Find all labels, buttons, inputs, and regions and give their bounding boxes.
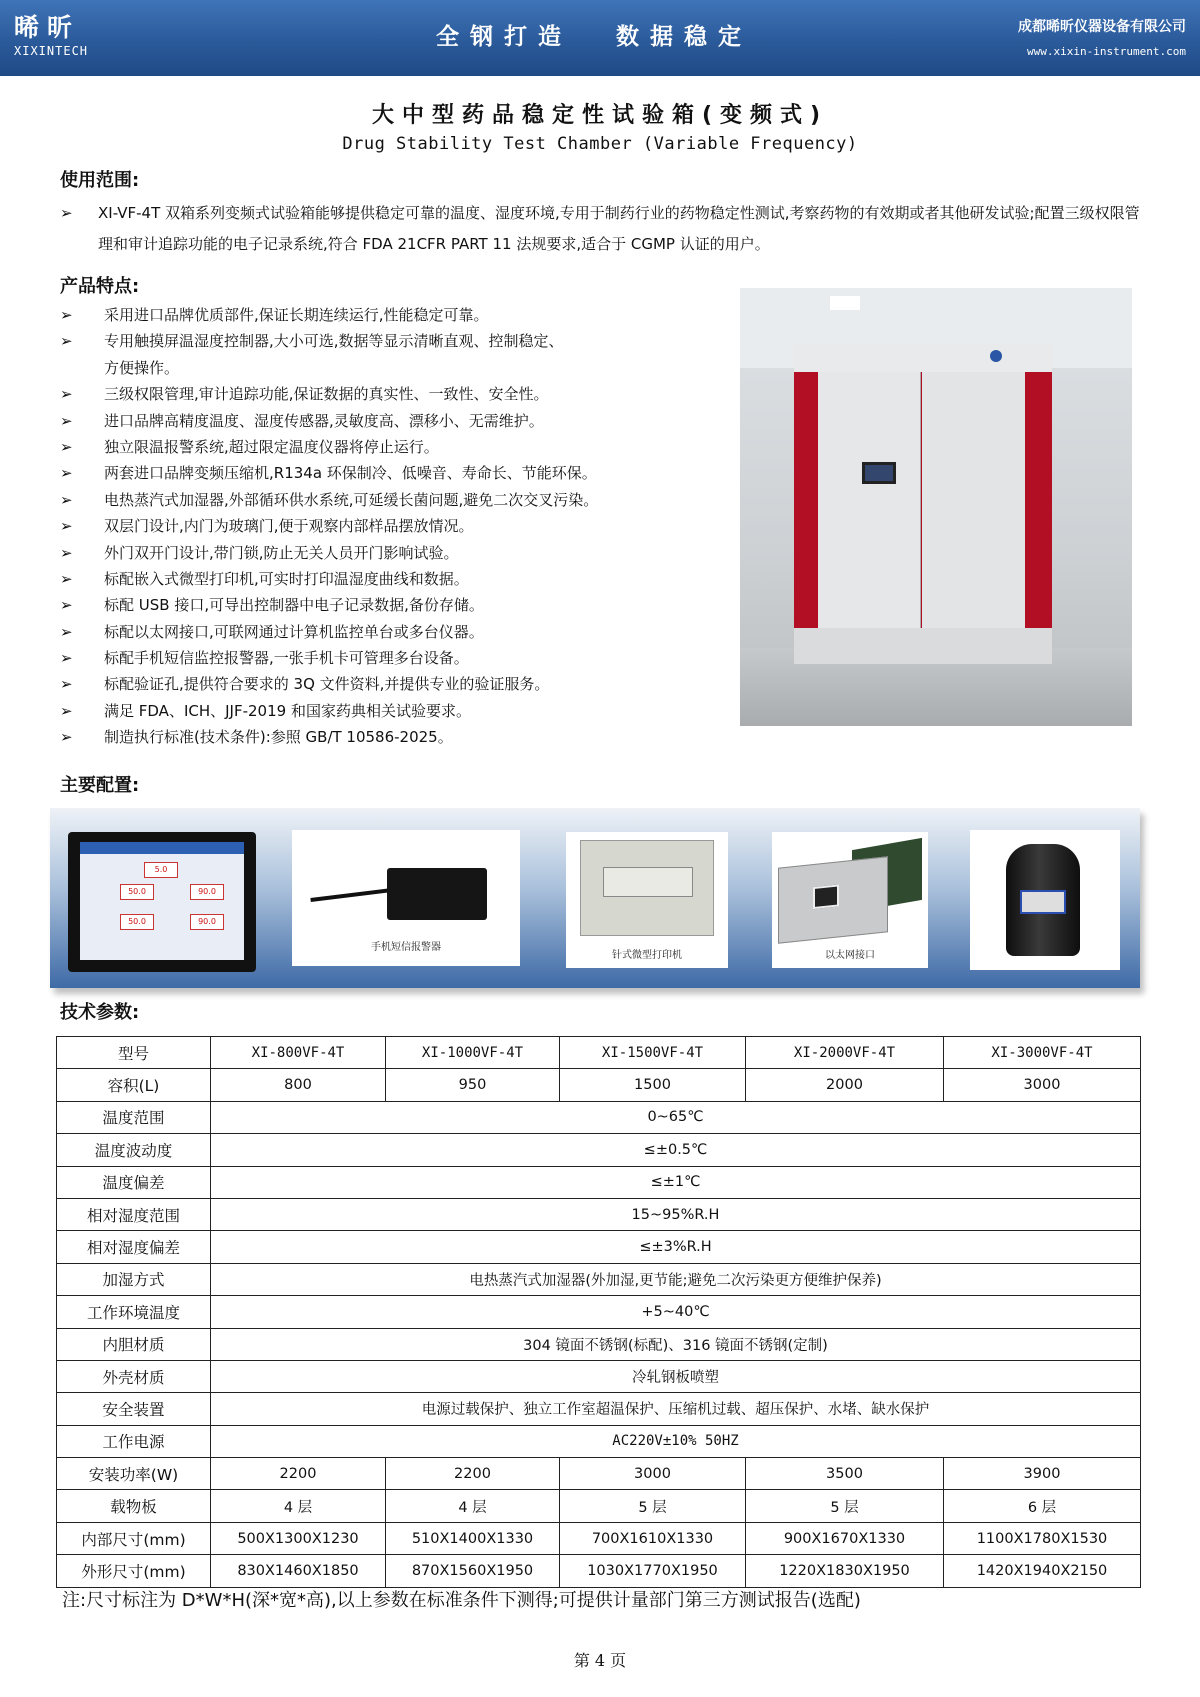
arrow-bullet-icon: ➢ <box>60 622 73 641</box>
row-label: 安全装置 <box>57 1393 211 1425</box>
row-label: 温度范围 <box>57 1101 211 1133</box>
slogan-part-1: 全钢打造 <box>436 24 572 50</box>
row-label: 工作电源 <box>57 1425 211 1457</box>
usage-heading: 使用范围: <box>60 170 140 191</box>
table-cell: 电热蒸汽式加湿器(外加湿,更节能;避免二次污染更方便维护保养) <box>211 1263 1141 1295</box>
ceiling-light <box>830 296 860 310</box>
table-cell: XI-2000VF-4T <box>746 1037 944 1069</box>
arrow-bullet-icon: ➢ <box>60 437 73 456</box>
table-cell: 1500 <box>560 1069 746 1101</box>
sms-alarm-image <box>292 830 520 966</box>
ethernet-module-image <box>772 832 928 968</box>
alarm-device <box>387 868 487 920</box>
arrow-bullet-icon: ➢ <box>60 306 73 324</box>
rj45-port-icon <box>813 884 839 909</box>
cabinet-door-left <box>818 372 921 628</box>
feature-item: ➢ 两套进口品牌变频压缩机,R134a 环保制冷、低噪音、寿命长、节能环保。 <box>60 460 740 486</box>
table-cell: 15~95%R.H <box>211 1198 1141 1230</box>
arrow-bullet-icon: ➢ <box>60 596 73 615</box>
row-label: 型号 <box>57 1037 211 1069</box>
printer-paper-slot <box>603 867 693 897</box>
feature-item: ➢ 标配 USB 接口,可导出控制器中电子记录数据,备份存储。 <box>60 592 740 618</box>
table-cell: +5~40℃ <box>211 1296 1141 1328</box>
table-row <box>57 1393 1141 1425</box>
row-label: 温度偏差 <box>57 1166 211 1198</box>
arrow-bullet-icon: ➢ <box>60 728 73 747</box>
table-cell: ≤±0.5℃ <box>211 1134 1141 1166</box>
row-label: 相对湿度偏差 <box>57 1231 211 1263</box>
row-label: 温度波动度 <box>57 1134 211 1166</box>
brand-logo-cn: 晞昕 <box>14 13 81 42</box>
table-cell: 900X1670X1330 <box>746 1522 944 1554</box>
feature-item: ➢ 满足 FDA、ICH、JJF-2019 和国家药典相关试验要求。 <box>60 698 740 724</box>
table-row <box>57 1166 1141 1198</box>
features-list <box>60 302 740 751</box>
table-row <box>57 1231 1141 1263</box>
printer-body <box>580 840 714 936</box>
table-cell: 冷轧钢板喷塑 <box>211 1360 1141 1392</box>
table-cell: 6 层 <box>944 1490 1141 1522</box>
feature-item: ➢ 标配以太网接口,可联网通过计算机监控单台或多台仪器。 <box>60 619 740 645</box>
table-row <box>57 1296 1141 1328</box>
arrow-bullet-icon: ➢ <box>60 385 73 404</box>
table-cell: XI-3000VF-4T <box>944 1037 1141 1069</box>
arrow-bullet-icon: ➢ <box>60 332 73 351</box>
table-cell: 1100X1780X1530 <box>944 1522 1141 1554</box>
company-website: www.xixin-instrument.com <box>1027 45 1186 58</box>
table-row <box>57 1360 1141 1392</box>
feature-item: ➢ 专用触摸屏温湿度控制器,大小可选,数据等显示清晰直观、控制稳定、 <box>60 328 740 354</box>
table-cell: 500X1300X1230 <box>211 1522 386 1554</box>
table-row <box>57 1037 1141 1069</box>
cabinet-touchscreen <box>862 462 896 484</box>
arrow-bullet-icon: ➢ <box>60 543 73 562</box>
feature-item: ➢ 标配嵌入式微型打印机,可实时打印温湿度曲线和数据。 <box>60 566 740 592</box>
controller-value: 50.0 <box>120 884 154 900</box>
feature-item: ➢ 标配验证孔,提供符合要求的 3Q 文件资料,并提供专业的验证服务。 <box>60 671 740 697</box>
antenna-icon <box>310 888 392 902</box>
arrow-bullet-icon: ➢ <box>60 649 73 668</box>
feature-item-continuation: 方便操作。 <box>104 358 180 377</box>
controller-value: 90.0 <box>190 884 224 900</box>
page-header <box>0 0 1200 76</box>
micro-printer-image <box>566 832 728 968</box>
controller-screen <box>80 842 244 960</box>
row-label: 外壳材质 <box>57 1360 211 1392</box>
arrow-bullet-icon: ➢ <box>60 569 73 588</box>
arrow-bullet-icon: ➢ <box>60 411 73 430</box>
table-cell: AC220V±10% 50HZ <box>211 1425 1141 1457</box>
table-cell: 1030X1770X1950 <box>560 1555 746 1587</box>
spec-table <box>56 1036 1141 1588</box>
row-label: 内胆材质 <box>57 1328 211 1360</box>
arrow-bullet-icon: ➢ <box>60 464 73 483</box>
ethernet-bracket <box>778 856 888 944</box>
controller-value: 5.0 <box>144 862 178 878</box>
cabinet-logo-icon <box>990 350 1002 362</box>
table-cell: 3000 <box>944 1069 1141 1101</box>
config-heading: 主要配置: <box>60 775 140 796</box>
arrow-bullet-icon: ➢ <box>60 490 73 509</box>
compressor-image <box>970 830 1120 970</box>
table-cell: 950 <box>386 1069 560 1101</box>
feature-item: ➢ 三级权限管理,审计追踪功能,保证数据的真实性、一致性、安全性。 <box>60 381 740 407</box>
compressor-body <box>1006 844 1080 956</box>
table-cell: 510X1400X1330 <box>386 1522 560 1554</box>
features-heading: 产品特点: <box>60 276 140 297</box>
table-cell: 2000 <box>746 1069 944 1101</box>
table-row <box>57 1425 1141 1457</box>
compressor-label <box>1020 890 1066 914</box>
table-cell: 4 层 <box>386 1490 560 1522</box>
feature-item: ➢ 标配手机短信监控报警器,一张手机卡可管理多台设备。 <box>60 645 740 671</box>
arrow-bullet-icon: ➢ <box>60 204 73 222</box>
cabinet-door-right <box>922 372 1025 628</box>
row-label: 工作环境温度 <box>57 1296 211 1328</box>
table-row <box>57 1458 1141 1490</box>
table-cell: 2200 <box>211 1458 386 1490</box>
table-cell: 3900 <box>944 1458 1141 1490</box>
feature-item: ➢ 进口品牌高精度温度、湿度传感器,灵敏度高、漂移小、无需维护。 <box>60 408 740 434</box>
usage-paragraph <box>60 198 1150 260</box>
controller-screen-bar <box>80 842 244 854</box>
table-cell: 870X1560X1950 <box>386 1555 560 1587</box>
controller-value: 90.0 <box>190 914 224 930</box>
usage-text: XI-VF-4T 双箱系列变频式试验箱能够提供稳定可靠的温度、湿度环境,专用于制药行业的药物稳定性测试,考察药物的有效期或者其他研发试验;配置三级权限管理和审计追踪功能的电子记录系统,符合 FDA 21CFR PART 11 法规要求,适合于 CGMP 认证的用户。 <box>98 204 1140 253</box>
row-label: 内部尺寸(mm) <box>57 1522 211 1554</box>
cabinet-base <box>794 628 1052 664</box>
row-label: 容积(L) <box>57 1069 211 1101</box>
page-title-cn: 大中型药品稳定性试验箱(变频式) <box>371 103 829 128</box>
slogan-part-2: 数据稳定 <box>616 24 752 50</box>
table-cell: 电源过载保护、独立工作室超温保护、压缩机过载、超压保护、水堵、缺水保护 <box>211 1393 1141 1425</box>
table-cell: 5 层 <box>560 1490 746 1522</box>
brand-logo-en: XIXINTECH <box>14 44 89 58</box>
table-cell: 1220X1830X1950 <box>746 1555 944 1587</box>
table-cell: 3000 <box>560 1458 746 1490</box>
sms-alarm-caption: 手机短信报警器 <box>371 942 441 953</box>
feature-item: ➢ 制造执行标准(技术条件):参照 GB/T 10586-2025。 <box>60 724 740 750</box>
arrow-bullet-icon: ➢ <box>60 675 73 694</box>
table-cell: 830X1460X1850 <box>211 1555 386 1587</box>
table-cell: ≤±1℃ <box>211 1166 1141 1198</box>
table-row <box>57 1101 1141 1133</box>
table-row <box>57 1198 1141 1230</box>
specs-heading: 技术参数: <box>60 1002 140 1023</box>
row-label: 相对湿度范围 <box>57 1198 211 1230</box>
arrow-bullet-icon: ➢ <box>60 701 73 720</box>
config-band <box>50 808 1140 988</box>
table-cell: 800 <box>211 1069 386 1101</box>
table-cell: 304 镜面不锈钢(标配)、316 镜面不锈钢(定制) <box>211 1328 1141 1360</box>
table-cell: 1420X1940X2150 <box>944 1555 1141 1587</box>
table-row <box>57 1134 1141 1166</box>
table-row <box>57 1490 1141 1522</box>
micro-printer-caption: 针式微型打印机 <box>612 950 682 961</box>
table-row <box>57 1555 1141 1587</box>
table-row <box>57 1328 1141 1360</box>
table-cell: XI-1500VF-4T <box>560 1037 746 1069</box>
row-label: 载物板 <box>57 1490 211 1522</box>
chamber-cabinet <box>794 344 1052 664</box>
table-cell: 4 层 <box>211 1490 386 1522</box>
table-cell: 2200 <box>386 1458 560 1490</box>
header-slogan <box>436 18 796 51</box>
arrow-bullet-icon: ➢ <box>60 517 73 536</box>
page-number: 第 4 页 <box>573 1651 627 1670</box>
controller-value: 50.0 <box>120 914 154 930</box>
feature-item: ➢ 采用进口品牌优质部件,保证长期连续运行,性能稳定可靠。 <box>60 302 740 328</box>
table-footnote: 注:尺寸标注为 D*W*H(深*宽*高),以上参数在标准条件下测得;可提供计量部门第三方测试报告(选配) <box>62 1590 861 1611</box>
page-title-en: Drug Stability Test Chamber (Variable Frequency) <box>342 134 858 154</box>
feature-item: ➢ 外门双开门设计,带门锁,防止无关人员开门影响试验。 <box>60 540 740 566</box>
table-row <box>57 1522 1141 1554</box>
touchscreen-controller-image <box>68 832 256 972</box>
cabinet-top <box>794 344 1052 372</box>
table-cell: 700X1610X1330 <box>560 1522 746 1554</box>
feature-item: ➢ 独立限温报警系统,超过限定温度仪器将停止运行。 <box>60 434 740 460</box>
table-cell: XI-800VF-4T <box>211 1037 386 1069</box>
company-name: 成都晞昕仪器设备有限公司 <box>1018 19 1186 35</box>
row-label: 加湿方式 <box>57 1263 211 1295</box>
row-label: 外形尺寸(mm) <box>57 1555 211 1587</box>
table-cell: XI-1000VF-4T <box>386 1037 560 1069</box>
row-label: 安装功率(W) <box>57 1458 211 1490</box>
table-cell: 0~65℃ <box>211 1101 1141 1133</box>
feature-item: ➢ 电热蒸汽式加湿器,外部循环供水系统,可延缓长菌问题,避免二次交叉污染。 <box>60 487 740 513</box>
table-row <box>57 1263 1141 1295</box>
ethernet-caption: 以太网接口 <box>825 950 875 961</box>
table-row <box>57 1069 1141 1101</box>
table-cell: 3500 <box>746 1458 944 1490</box>
table-cell: 5 层 <box>746 1490 944 1522</box>
feature-item: ➢ 双层门设计,内门为玻璃门,便于观察内部样品摆放情况。 <box>60 513 740 539</box>
table-cell: ≤±3%R.H <box>211 1231 1141 1263</box>
product-photo <box>740 288 1132 726</box>
